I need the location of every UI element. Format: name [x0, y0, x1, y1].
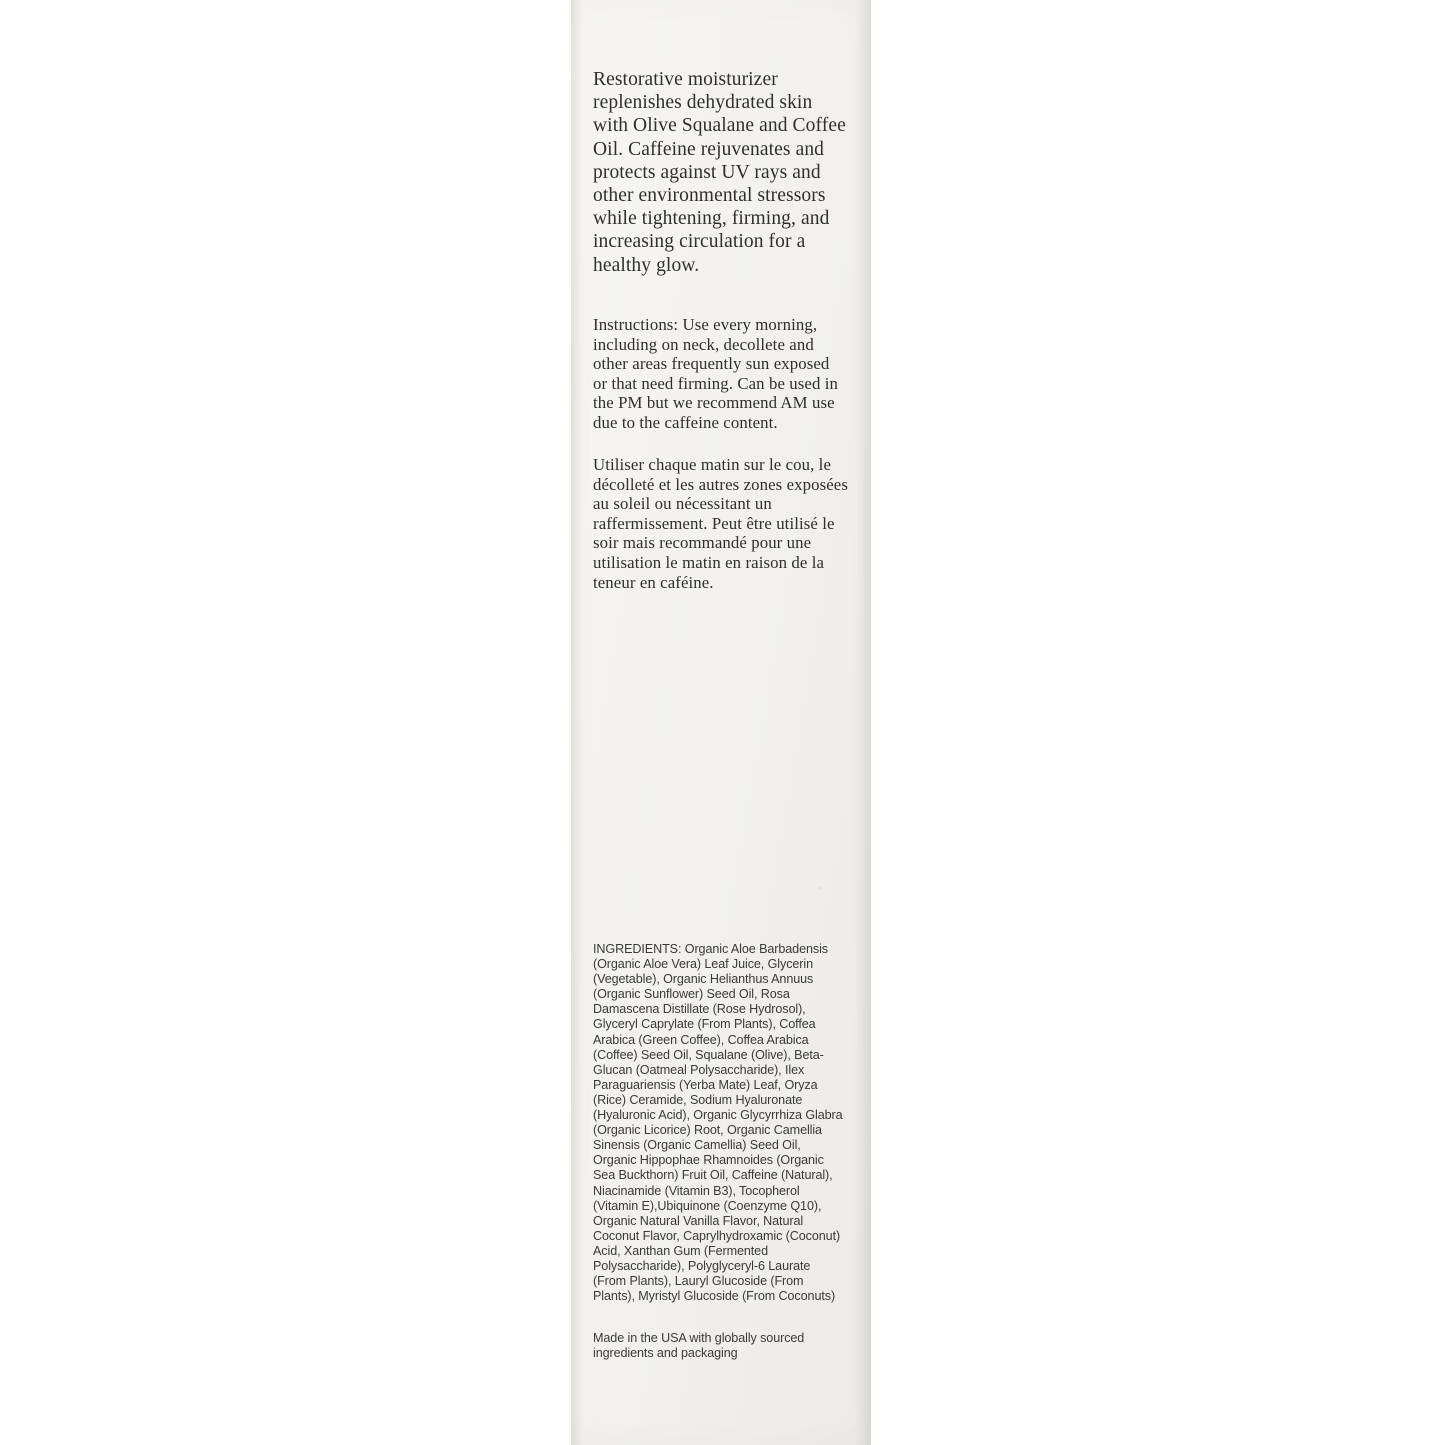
usage-instructions-french: Utiliser chaque matin sur le cou, le décolleté et les autres zones exposées au soleil ou nécessitant un raffermissement. Peut être utilisé le soir mais recommandé pour une utilisation le matin en raison de la teneur en caféine. — [593, 455, 848, 592]
product-carton-panel — [571, 0, 871, 1445]
ingredients-list: INGREDIENTS: Organic Aloe Barbadensis (Organic Aloe Vera) Leaf Juice, Glycerin (Vegetable), Organic Helianthus Annuus (Organic Sunflower) Seed Oil, Rosa Damascena Distillate (Rose Hydrosol), Glyceryl Caprylate (From Plants), Coffea Arabica (Green Coffee), Coffea Arabica (Coffee) Seed Oil, Squalane (Olive), Beta-Glucan (Oatmeal Polysaccharide), Ilex Paraguariensis (Yerba Mate) Leaf, Oryza (Rice) Ceramide, Sodium Hyaluronate (Hyaluronic Acid), Organic Glycyrrhiza Glabra (Organic Licorice) Root, Organic Camellia Sinensis (Organic Camellia) Seed Oil, Organic Hippophae Rhamnoides (Organic Sea Buckthorn) Fruit Oil, Caffeine (Natural), Niacinamide (Vitamin B3), Tocopherol (Vitamin E),Ubiquinone (Coenzyme Q10), Organic Natural Vanilla Flavor, Natural Coconut Flavor, Caprylhydroxamic (Coconut) Acid, Xanthan Gum (Fermented Polysaccharide), Polyglyceryl-6 Laurate (From Plants), Lauryl Glucoside (From Plants), Myristyl Glucoside (From Coconuts) — [593, 942, 843, 1304]
made-in-statement: Made in the USA with globally sourced ingredients and packaging — [593, 1331, 805, 1361]
panel-content — [593, 0, 858, 1445]
paper-speck — [667, 1190, 669, 1192]
product-description: Restorative moisturizer replenishes dehydrated skin with Olive Squalane and Coffee Oil. Caffeine rejuvenates and protects against UV rays and other environmental stressors while tightening, firming, and increasing circulation for a healthy glow. — [593, 69, 846, 276]
paper-speck — [818, 887, 821, 890]
usage-instructions-english: Instructions: Use every morning, including on neck, decollete and other areas frequently sun exposed or that need firming. Can be used in the PM but we recommend AM use due to the caffeine content. — [593, 315, 839, 432]
